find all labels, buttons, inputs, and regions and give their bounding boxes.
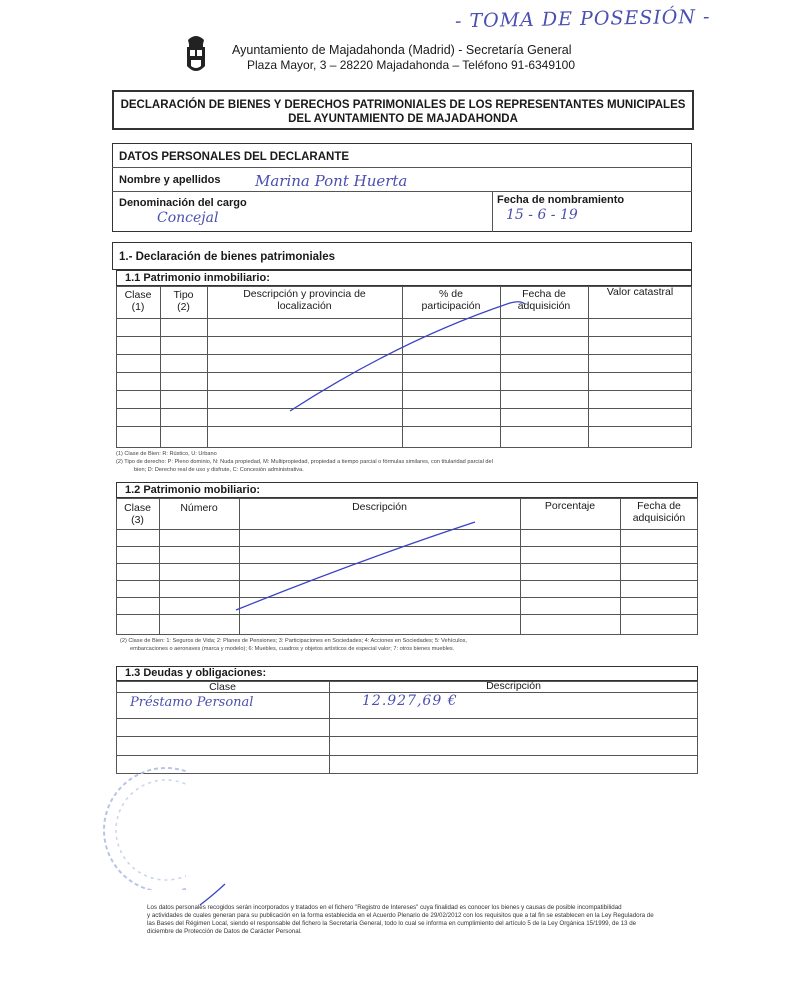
re-col-cadastral-value: Valor catastral xyxy=(606,286,674,298)
movable-title: 1.2 Patrimonio mobiliario: xyxy=(125,484,261,496)
header-line-1: Ayuntamiento de Majadahonda (Madrid) - Secretaría General xyxy=(232,43,572,57)
re-col-type: Tipo (2) xyxy=(173,289,194,313)
re-col-share: % de participación xyxy=(421,288,481,312)
name-value: Marina Pont Huerta xyxy=(255,172,408,190)
re-col-class: Clase (1) xyxy=(124,289,152,313)
handwritten-top-note: - TOMA DE POSESIÓN - xyxy=(454,5,711,33)
mv-note-2: embarcaciones o aeronaves (marca y modelo); 6: Muebles, cuadros y objetos artísticos de especial valor; 7: otros bienes muebles. xyxy=(130,646,455,652)
position-label: Denominación del cargo xyxy=(119,197,247,209)
mv-col-description: Descripción xyxy=(352,501,407,513)
footer-line-2: y actividades de cuales generan para su publicación en la forma establecida en el Acuerdo Plenario de 29/02/2012 con los requisitos que a tal fin se establecen en la Ley Reguladora de xyxy=(147,912,654,919)
mv-note-1: (2) Clase de Bien: 1: Seguros de Vida; 2: Planes de Pensiones; 3: Participaciones en Sociedades; 4: Acciones en Sociedades; 5: Vehículos, xyxy=(120,638,467,644)
mv-col-percentage: Porcentaje xyxy=(544,500,596,512)
footer-line-1: Los datos personales recogidos serán incorporados y tratados en el fichero "Registro de Intereses" cuya finalidad es conocer los bienes y causas de posible incompatibilidad xyxy=(147,904,622,911)
personal-section-title: DATOS PERSONALES DEL DECLARANTE xyxy=(119,151,350,163)
footer-line-3: las Bases del Régimen Local, siendo el responsable del fichero la Secretaría General, todo lo cual se informa en cumplimiento del artículo 5 de la Ley Orgánica 15/1999, de 13 de xyxy=(147,920,637,927)
position-value: Concejal xyxy=(157,210,219,226)
appointment-date-value: 15 - 6 - 19 xyxy=(506,207,578,223)
debt-row-1-description: 12.927,69 € xyxy=(362,693,458,709)
header-line-2: Plaza Mayor, 3 – 28220 Majadahonda – Teléfono 91-6349100 xyxy=(247,58,576,72)
debts-col-description: Descripción xyxy=(486,680,541,692)
debts-col-class: Clase xyxy=(209,681,236,693)
section-1-title: 1.- Declaración de bienes patrimoniales xyxy=(119,251,336,263)
debts-title: 1.3 Deudas y obligaciones: xyxy=(125,667,267,679)
debt-row-1-class: Préstamo Personal xyxy=(130,695,254,710)
mv-col-number: Número xyxy=(180,502,218,514)
re-col-description: Descripción y provincia de localización xyxy=(243,288,366,312)
footer-line-4: diciembre de Protección de Datos de Carácter Personal. xyxy=(147,928,302,935)
title-line-2: DEL AYUNTAMIENTO DE MAJADAHONDA xyxy=(288,113,518,125)
mv-col-acq-date: Fecha de adquisición xyxy=(632,500,686,524)
appointment-date-label: Fecha de nombramiento xyxy=(497,194,625,206)
name-label: Nombre y apellidos xyxy=(119,174,221,186)
re-note-2: (2) Tipo de derecho: P: Pleno dominio, N: Nuda propiedad, M: Multipropiedad, propiedad a tiempo parcial o fórmulas similares, con titularidad parcial del xyxy=(116,459,493,465)
mv-col-class: Clase (3) xyxy=(124,502,151,526)
title-line-1: DECLARACIÓN DE BIENES Y DERECHOS PATRIMONIALES DE LOS REPRESENTANTES MUNICIPALES xyxy=(120,99,686,111)
re-note-3: bien; D: Derecho real de uso y disfrute, C: Concesión administrativa. xyxy=(134,467,304,473)
re-note-1: (1) Clase de Bien: R: Rústico, U: Urbano xyxy=(116,451,217,457)
real-estate-title: 1.1 Patrimonio inmobiliario: xyxy=(125,272,270,284)
re-col-acq-date: Fecha de adquisición xyxy=(517,288,571,312)
